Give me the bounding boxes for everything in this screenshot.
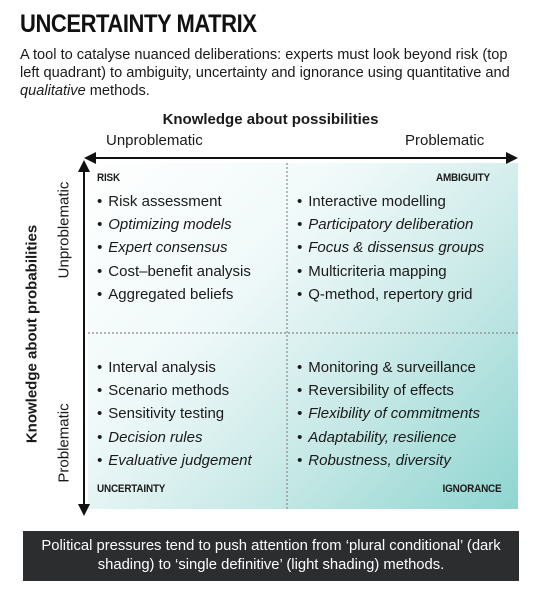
y-axis-arrow-up	[78, 160, 90, 172]
subtitle-text-1: A tool to catalyse nuanced deliberations: experts must look beyond risk (top left quadrant) to ambiguity, uncertainty and ignorance using quantitative and	[20, 47, 510, 81]
quadrant-label-ambiguity: AMBIGUITY	[435, 172, 490, 184]
x-axis-title: Knowledge about possibilities	[162, 111, 379, 128]
list-item: • Evaluative judgement	[97, 449, 252, 472]
quadrant-label-risk: RISK	[97, 172, 120, 184]
y-axis-low-label: Unproblematic	[55, 181, 73, 279]
list-item: • Focus & dissensus groups	[297, 236, 484, 259]
risk-methods-list	[97, 190, 251, 306]
list-item: • Reversibility of effects	[297, 379, 480, 402]
quadrant-label-ignorance: IGNORANCE	[442, 483, 502, 495]
list-item: • Q-method, repertory grid	[297, 283, 484, 306]
y-axis-title: Knowledge about probabilities	[23, 224, 41, 444]
list-item: • Aggregated beliefs	[97, 283, 251, 306]
list-item: • Decision rules	[97, 426, 252, 449]
list-item: • Participatory deliberation	[297, 213, 484, 236]
x-axis-high-label: Problematic	[405, 132, 485, 149]
list-item: • Scenario methods	[97, 379, 252, 402]
subtitle-text-2: methods.	[85, 83, 150, 99]
ambiguity-methods-list	[297, 190, 484, 306]
x-axis-arrow-left	[84, 152, 96, 164]
list-item: • Cost–benefit analysis	[97, 260, 251, 283]
uncertainty-methods-list	[97, 356, 252, 472]
y-axis-high-label: Problematic	[55, 403, 73, 483]
list-item: • Monitoring & surveillance	[297, 356, 480, 379]
list-item: • Sensitivity testing	[97, 402, 252, 425]
x-axis-arrow-right	[506, 152, 518, 164]
footer-note: Political pressures tend to push attention from ‘plural conditional’ (dark shading) to ‘single definitive’ (light shading) methods.	[23, 531, 519, 581]
list-item: • Multicriteria mapping	[297, 260, 484, 283]
ignorance-methods-list	[297, 356, 480, 472]
list-item: • Expert consensus	[97, 236, 251, 259]
list-item: • Flexibility of commitments	[297, 402, 480, 425]
subtitle-emphasis: qualitative	[20, 83, 86, 99]
page-title: UNCERTAINTY MATRIX	[20, 10, 257, 38]
x-axis-low-label: Unproblematic	[106, 132, 203, 149]
list-item: • Adaptability, resilience	[297, 426, 480, 449]
list-item: • Optimizing models	[97, 213, 251, 236]
list-item: • Interactive modelling	[297, 190, 484, 213]
list-item: • Robustness, diversity	[297, 449, 480, 472]
list-item: • Interval analysis	[97, 356, 252, 379]
list-item: • Risk assessment	[97, 190, 251, 213]
quadrant-label-uncertainty: UNCERTAINTY	[97, 483, 166, 495]
y-axis-arrow-down	[78, 504, 90, 516]
